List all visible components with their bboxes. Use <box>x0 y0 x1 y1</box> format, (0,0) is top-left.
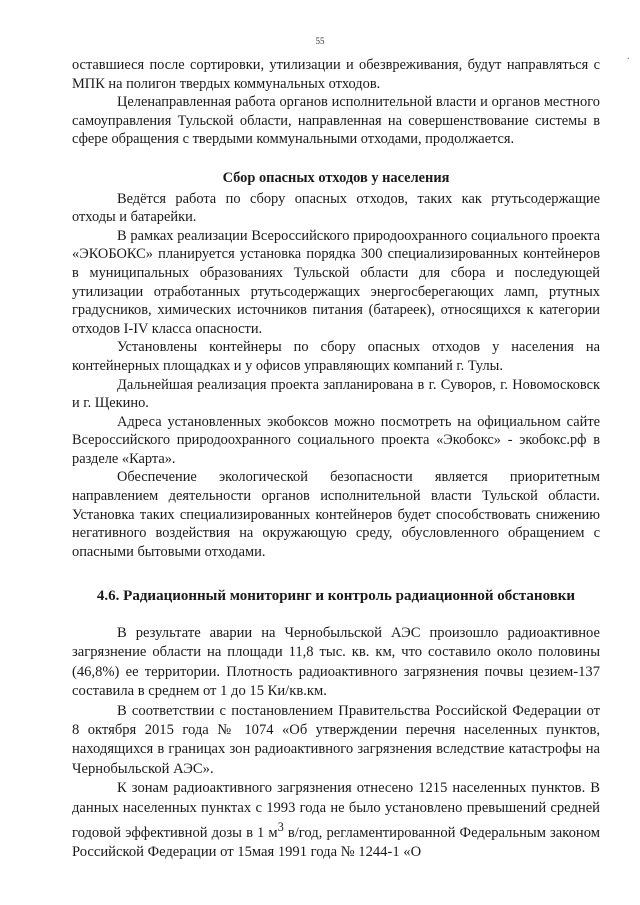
paragraph-radiation-3-text-end: в/год, регламентированной Федеральным законом Российской Федерации от 15мая 1991 года № 1244-1 «О <box>72 824 600 861</box>
superscript-cubic: 3 <box>277 820 284 835</box>
paragraph-intro-2: Целенаправленная работа органов исполнительной власти и органов местного самоуправления Тульской области, направленная на совершенствование системы в сфере обращения с твердыми коммунальными отходами, продолжается. <box>72 94 600 148</box>
paragraph-hazardous-5: Адреса установленных экобоксов можно посмотреть на официальном сайте Всероссийского природоохранного социального проекта «Экобокс» - экобокс.рф в разделе «Карта». <box>72 413 600 467</box>
paragraph-intro-1: оставшиеся после сортировки, утилизации и обезвреживания, будут направляться с МПК на полигон твердых коммунальных отходов. <box>72 57 600 92</box>
paragraph-radiation-1: В результате аварии на Чернобыльской АЭС произошло радиоактивное загрязнение области на площади 11,8 тыс. кв. км, что составило около половины (46,8%) ее территории. Плотность радиоактивного загрязнения почвы цезием-137 составила в среднем от 1 до 15 Ки/кв.км. <box>72 625 600 700</box>
page-number: 55 <box>315 36 325 46</box>
section-heading-hazardous-waste: Сбор опасных отходов у населения <box>222 169 450 186</box>
paragraph-hazardous-1: Ведётся работа по сбору опасных отходов, таких как ртутьсодержащие отходы и батарейки. <box>72 190 600 226</box>
paragraph-hazardous-3: Установлены контейнеры по сбору опасных отходов у населения на контейнерных площадках и у офисов управляющих компаний г. Тулы. <box>72 339 600 374</box>
paragraph-hazardous-2: В рамках реализации Всероссийского природоохранного социального проекта «ЭКОБОКС» планируется установка порядка 300 специализированных контейнеров в муниципальных образованиях Тульской области для сбора и последующей утилизации отработанных ртутьсодержащих энергосберегающих ламп, ртутных градусников, химических источников питания (батареек), относящихся к категории отходов I-IV класса опасности. <box>72 227 600 337</box>
paragraph-radiation-3 <box>72 779 600 862</box>
section-heading-radiation-monitoring: 4.6. Радиационный мониторинг и контроль радиационной обстановки <box>96 588 576 605</box>
paragraph-radiation-3-text: К зонам радиоактивного загрязнения отнесено 1215 населенных пунктов. В данных населенных пунктах с 1993 года не было установлено превышений средней годовой эффективной дозы в 1 м <box>72 780 600 841</box>
paragraph-hazardous-4: Дальнейшая реализация проекта запланирована в г. Суворов, г. Новомосковск и г. Щекино. <box>72 376 600 412</box>
page-content <box>72 56 600 863</box>
paragraph-radiation-2: В соответствии с постановлением Правительства Российской Федерации от 8 октября 2015 года № 1074 «Об утверждении перечня населенных пунктов, находящихся в границах зон радиоактивного загрязнения вследствие катастрофы на Чернобыльской АЭС». <box>72 702 600 777</box>
radiation-section-body <box>72 624 600 863</box>
scan-mark: · <box>626 54 630 65</box>
paragraph-hazardous-6: Обеспечение экологической безопасности является приоритетным направлением деятельности органов исполнительной власти Тульской области. Установка таких специализированных контейнеров будет способствовать снижению негативного воздействия на окружающую среду, обусловленного обращением с опасными бытовыми отходами. <box>72 469 600 560</box>
